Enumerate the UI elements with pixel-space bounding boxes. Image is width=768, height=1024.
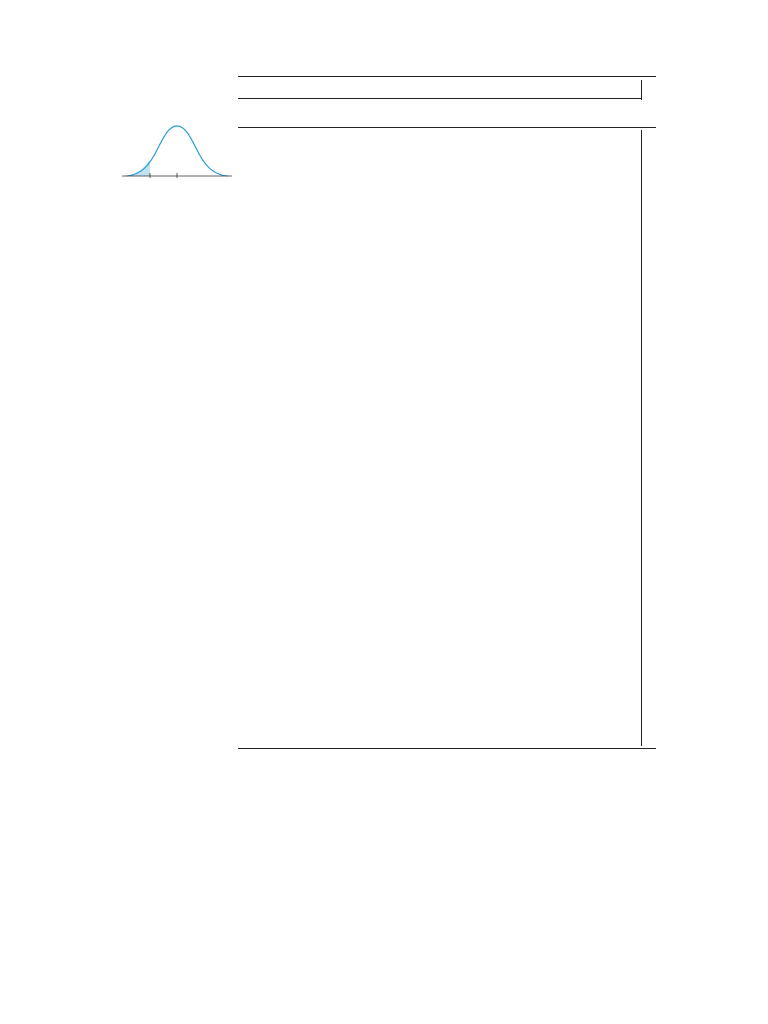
z-divider — [641, 130, 642, 746]
table-row-first — [238, 135, 638, 148]
spanner-rule — [238, 98, 641, 99]
normal-curve-line — [126, 126, 228, 176]
bottom-rule — [238, 748, 656, 749]
running-header — [48, 42, 73, 58]
top-rule — [238, 76, 656, 77]
shaded-left-tail — [126, 160, 150, 176]
normal-curve-figure — [122, 118, 232, 188]
header-rule — [238, 127, 656, 128]
z-divider-top — [641, 80, 642, 100]
